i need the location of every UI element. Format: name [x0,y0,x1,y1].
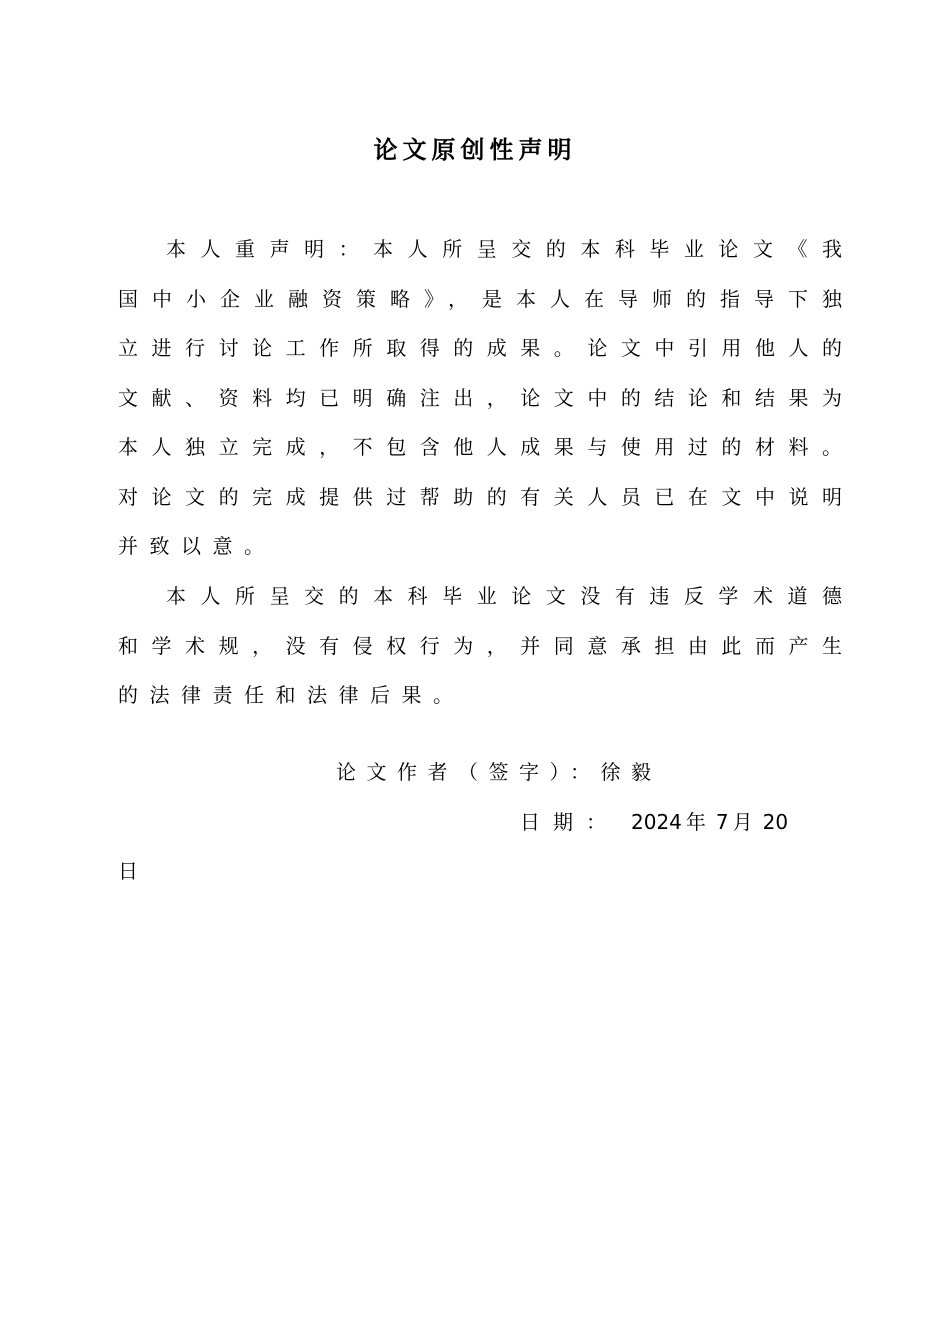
paragraph-1-line-7: 并致以意。 [118,534,276,558]
paragraph-1-line-3: 立进行讨论工作所取得的成果。论文中引用他人的 [118,336,842,360]
paragraph-1-line-4: 文献、资料均已明确注出，论文中的结论和结果为 [118,386,842,410]
author-label: 论文作者（签字）： [336,760,601,784]
date-month: 7 [715,810,729,834]
date-year-unit: 年 [685,810,706,834]
date-month-unit: 月 [732,810,753,834]
author-signature [336,747,662,797]
paragraph-2-line-1: 本人所呈交的本科毕业论文没有违反学术道德 [166,584,842,608]
paragraph-2-line-2: 和学术规，没有侵权行为，并同意承担由此而产生 [118,634,842,658]
author-name: 徐毅 [600,760,662,784]
paragraph-2-line-3: 的法律责任和法律后果。 [118,683,465,707]
page-title: 论文原创性声明 [373,136,577,164]
date-day-unit: 日 [118,859,138,883]
date-day: 20 [762,810,789,834]
paragraph-1-line-1: 本人重声明：本人所呈交的本科毕业论文《我 [166,237,842,261]
paragraph-1-line-2: 国中小企业融资策略》，是本人在导师的指导下独 [118,287,842,311]
paragraph-1-line-6: 对论文的完成提供过帮助的有关人员已在文中说明 [118,485,842,509]
paragraph-1-line-5: 本人独立完成，不包含他人成果与使用过的材料。 [118,435,842,459]
date-year: 2024 [631,810,682,834]
signature-date [520,797,788,847]
date-label: 日期： [520,810,619,834]
